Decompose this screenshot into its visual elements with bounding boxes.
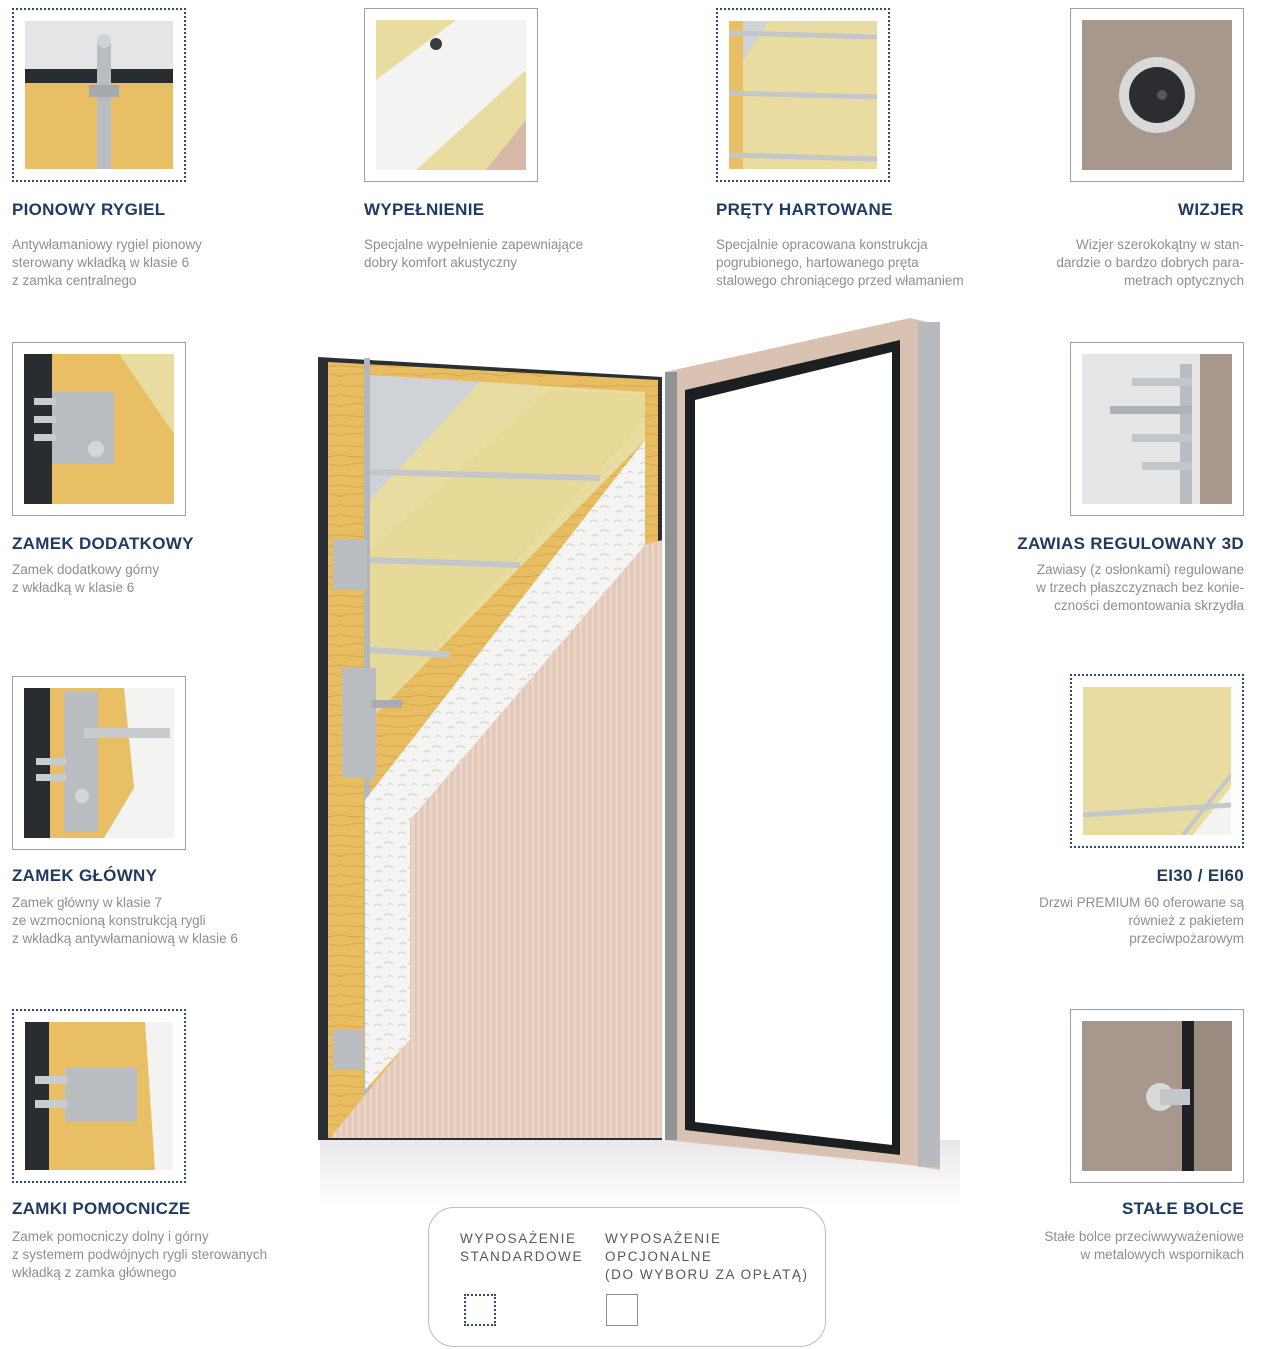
hardened-rods-image [729, 21, 877, 169]
legend-optional-solid-square [606, 1294, 638, 1326]
additional-lock-thumbnail [12, 342, 186, 516]
vertical-bolt-image [25, 21, 173, 169]
peephole-thumbnail [1070, 8, 1244, 182]
main-lock-thumbnail [12, 676, 186, 850]
feature-title: PRĘTY HARTOWANE [716, 200, 893, 219]
auxiliary-locks-thumbnail [12, 1009, 186, 1183]
additional-lock-image [24, 354, 174, 504]
feature-description: Zamek główny w klasie 7 ze wzmocnioną konstrukcją rygli z wkładką antywłamaniową w klasie 6 [12, 895, 238, 946]
equipment-legend [428, 1207, 826, 1347]
feature-title: STAŁE BOLCE [1122, 1199, 1244, 1218]
feature-description: Zawiasy (z osłonkami) regulowane w trzech płaszczyznach bez konie- czności demontowania skrzydła [1036, 562, 1244, 613]
filling-image [376, 20, 526, 170]
hinge-thumbnail [1070, 342, 1244, 516]
vertical-bolt-thumbnail [12, 8, 186, 182]
fire-package-image [1083, 687, 1231, 835]
hardened-rods-thumbnail [716, 8, 890, 182]
legend-standard-dotted-square [464, 1294, 496, 1326]
auxiliary-locks-image [25, 1022, 173, 1170]
feature-title: PIONOWY RYGIEL [12, 200, 166, 219]
door-cutaway-illustration [300, 300, 960, 1210]
feature-title: ZAWIAS REGULOWANY 3D [1017, 534, 1244, 553]
feature-description: Antywłamaniowy rygiel pionowy sterowany wkładką w klasie 6 z zamka centralnego [12, 237, 202, 288]
feature-description: Wizjer szerokokątny w stan- dardzie o bardzo dobrych para- metrach optycznych [1056, 237, 1244, 288]
hinge-image [1082, 354, 1232, 504]
fixed-bolts-thumbnail [1070, 1009, 1244, 1183]
feature-title: EI30 / EI60 [1156, 866, 1244, 885]
feature-description: Specjalne wypełnienie zapewniające dobry komfort akustyczny [364, 237, 584, 270]
feature-title: WIZJER [1177, 200, 1244, 219]
feature-description: Specjalnie opracowana konstrukcja pogrubionego, hartowanego pręta stalowego chroniącego przed włamaniem [716, 237, 964, 288]
feature-title: ZAMEK DODATKOWY [12, 534, 194, 553]
fixed-bolts-image [1082, 1021, 1232, 1171]
feature-description: Drzwi PREMIUM 60 oferowane są również z pakietem przeciwpożarowym [1039, 895, 1244, 946]
feature-title: ZAMKI POMOCNICZE [12, 1199, 191, 1218]
filling-thumbnail [364, 8, 538, 182]
legend-standard-label: WYPOSAŻENIE STANDARDOWE [460, 1231, 584, 1264]
main-lock-image [24, 688, 174, 838]
peephole-image [1082, 20, 1232, 170]
feature-title: ZAMEK GŁÓWNY [12, 866, 158, 885]
feature-description: Stałe bolce przeciwwyważeniowe w metalowych wspornikach [1044, 1229, 1244, 1262]
feature-title: WYPEŁNIENIE [364, 200, 485, 219]
feature-description: Zamek pomocniczy dolny i górny z systemem podwójnych rygli sterowanych wkładką z zamka głównego [12, 1229, 268, 1280]
fire-package-thumbnail [1070, 674, 1244, 848]
feature-description: Zamek dodatkowy górny z wkładką w klasie 6 [12, 562, 160, 595]
legend-optional-label: WYPOSAŻENIE OPCJONALNE (DO WYBORU ZA OPŁATĄ) [605, 1231, 809, 1282]
